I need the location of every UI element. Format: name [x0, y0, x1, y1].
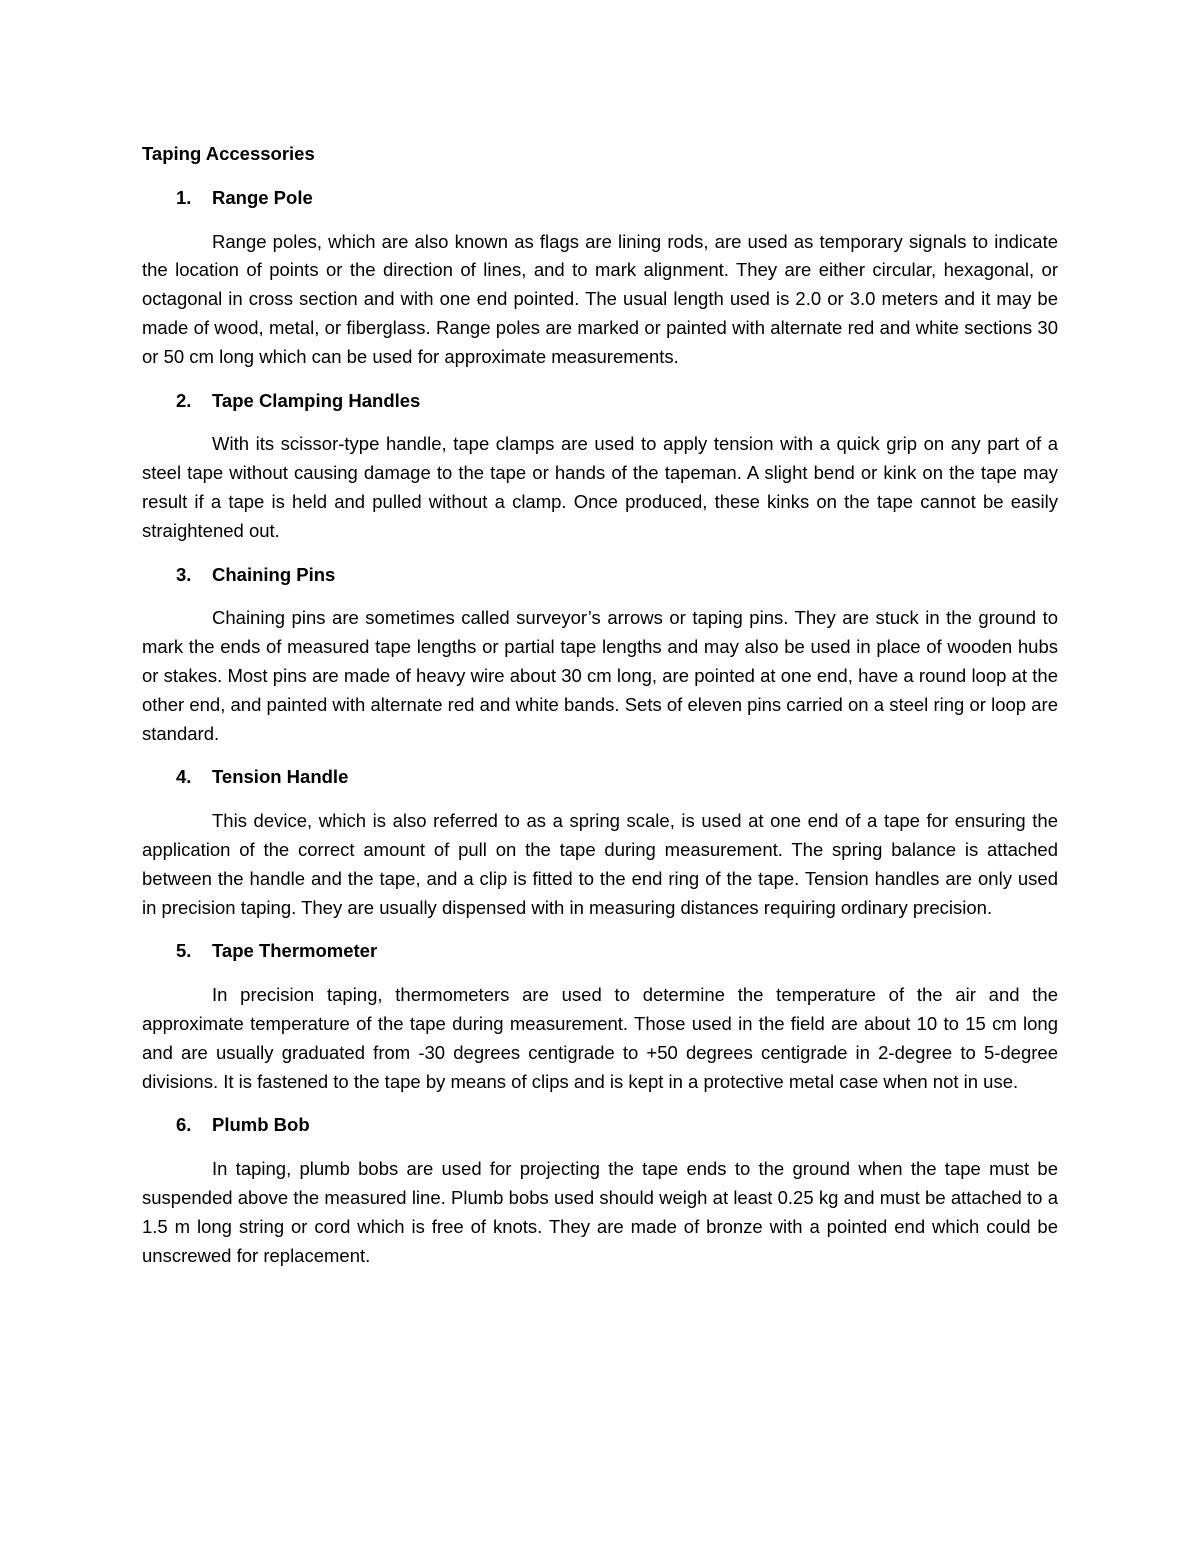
section-title: Tape Clamping Handles: [212, 389, 421, 411]
section-number: 5.: [176, 940, 192, 962]
section-title: Tape Thermometer: [212, 940, 378, 962]
section-heading: [142, 561, 1058, 590]
section-plumb-bob: [142, 1111, 1058, 1270]
section-title: Tension Handle: [212, 766, 349, 788]
section-title: Chaining Pins: [212, 563, 336, 585]
document-page: [142, 140, 1058, 1285]
document-title: Taping Accessories: [142, 143, 315, 164]
section-title: Range Pole: [212, 186, 313, 208]
section-tape-thermometer: [142, 937, 1058, 1096]
section-body: In taping, plumb bobs are used for projecting the tape ends to the ground when the tape must be suspended above the measured line. Plumb bobs used should weigh at least 0.25 kg and must be attached to a 1.5 m long string or cord which is free of knots. They are made of bronze with a pointed end which could be unscrewed for replacement.: [142, 1158, 1058, 1266]
section-body: In precision taping, thermometers are used to determine the temperature of the air and the approximate temperature of the tape during measurement. Those used in the field are about 10 to 15 cm long and are usually graduated from -30 degrees centigrade to +50 degrees centigrade in 2-degree to 5-degree divisions. It is fastened to the tape by means of clips and is kept in a protective metal case when not in use.: [142, 984, 1058, 1092]
section-number: 1.: [176, 186, 192, 208]
section-tension-handle: [142, 763, 1058, 922]
section-body: This device, which is also referred to as a spring scale, is used at one end of a tape for ensuring the application of the correct amount of pull on the tape during measurement. The spring balance is attached between the handle and the tape, and a clip is fitted to the end ring of the tape. Tension handles are only used in precision taping. They are usually dispensed with in measuring distances requiring ordinary precision.: [142, 810, 1058, 918]
section-range-pole: [142, 184, 1058, 372]
section-tape-clamping-handles: [142, 387, 1058, 546]
section-chaining-pins: [142, 561, 1058, 749]
section-body: Range poles, which are also known as flags are lining rods, are used as temporary signals to indicate the location of points or the direction of lines, and to mark alignment. They are either circular, hexagonal, or octagonal in cross section and with one end pointed. The usual length used is 2.0 or 3.0 meters and it may be made of wood, metal, or fiberglass. Range poles are marked or painted with alternate red and white sections 30 or 50 cm long which can be used for approximate measurements.: [142, 230, 1058, 367]
section-number: 2.: [176, 389, 192, 411]
section-heading: [142, 937, 1058, 966]
section-number: 6.: [176, 1114, 192, 1136]
section-number: 4.: [176, 766, 192, 788]
section-heading: [142, 1111, 1058, 1140]
section-heading: [142, 387, 1058, 416]
section-number: 3.: [176, 563, 192, 585]
section-body: Chaining pins are sometimes called surveyor’s arrows or taping pins. They are stuck in the ground to mark the ends of measured tape lengths or partial tape lengths and may also be used in place of wooden hubs or stakes. Most pins are made of heavy wire about 30 cm long, are pointed at one end, have a round loop at the other end, and painted with alternate red and white bands. Sets of eleven pins carried on a steel ring or loop are standard.: [142, 607, 1058, 744]
section-heading: [142, 763, 1058, 792]
section-title: Plumb Bob: [212, 1114, 310, 1136]
section-heading: [142, 184, 1058, 213]
section-body: With its scissor-type handle, tape clamps are used to apply tension with a quick grip on any part of a steel tape without causing damage to the tape or hands of the tapeman. A slight bend or kink on the tape may result if a tape is held and pulled without a clamp. Once produced, these kinks on the tape cannot be easily straightened out.: [142, 433, 1058, 541]
